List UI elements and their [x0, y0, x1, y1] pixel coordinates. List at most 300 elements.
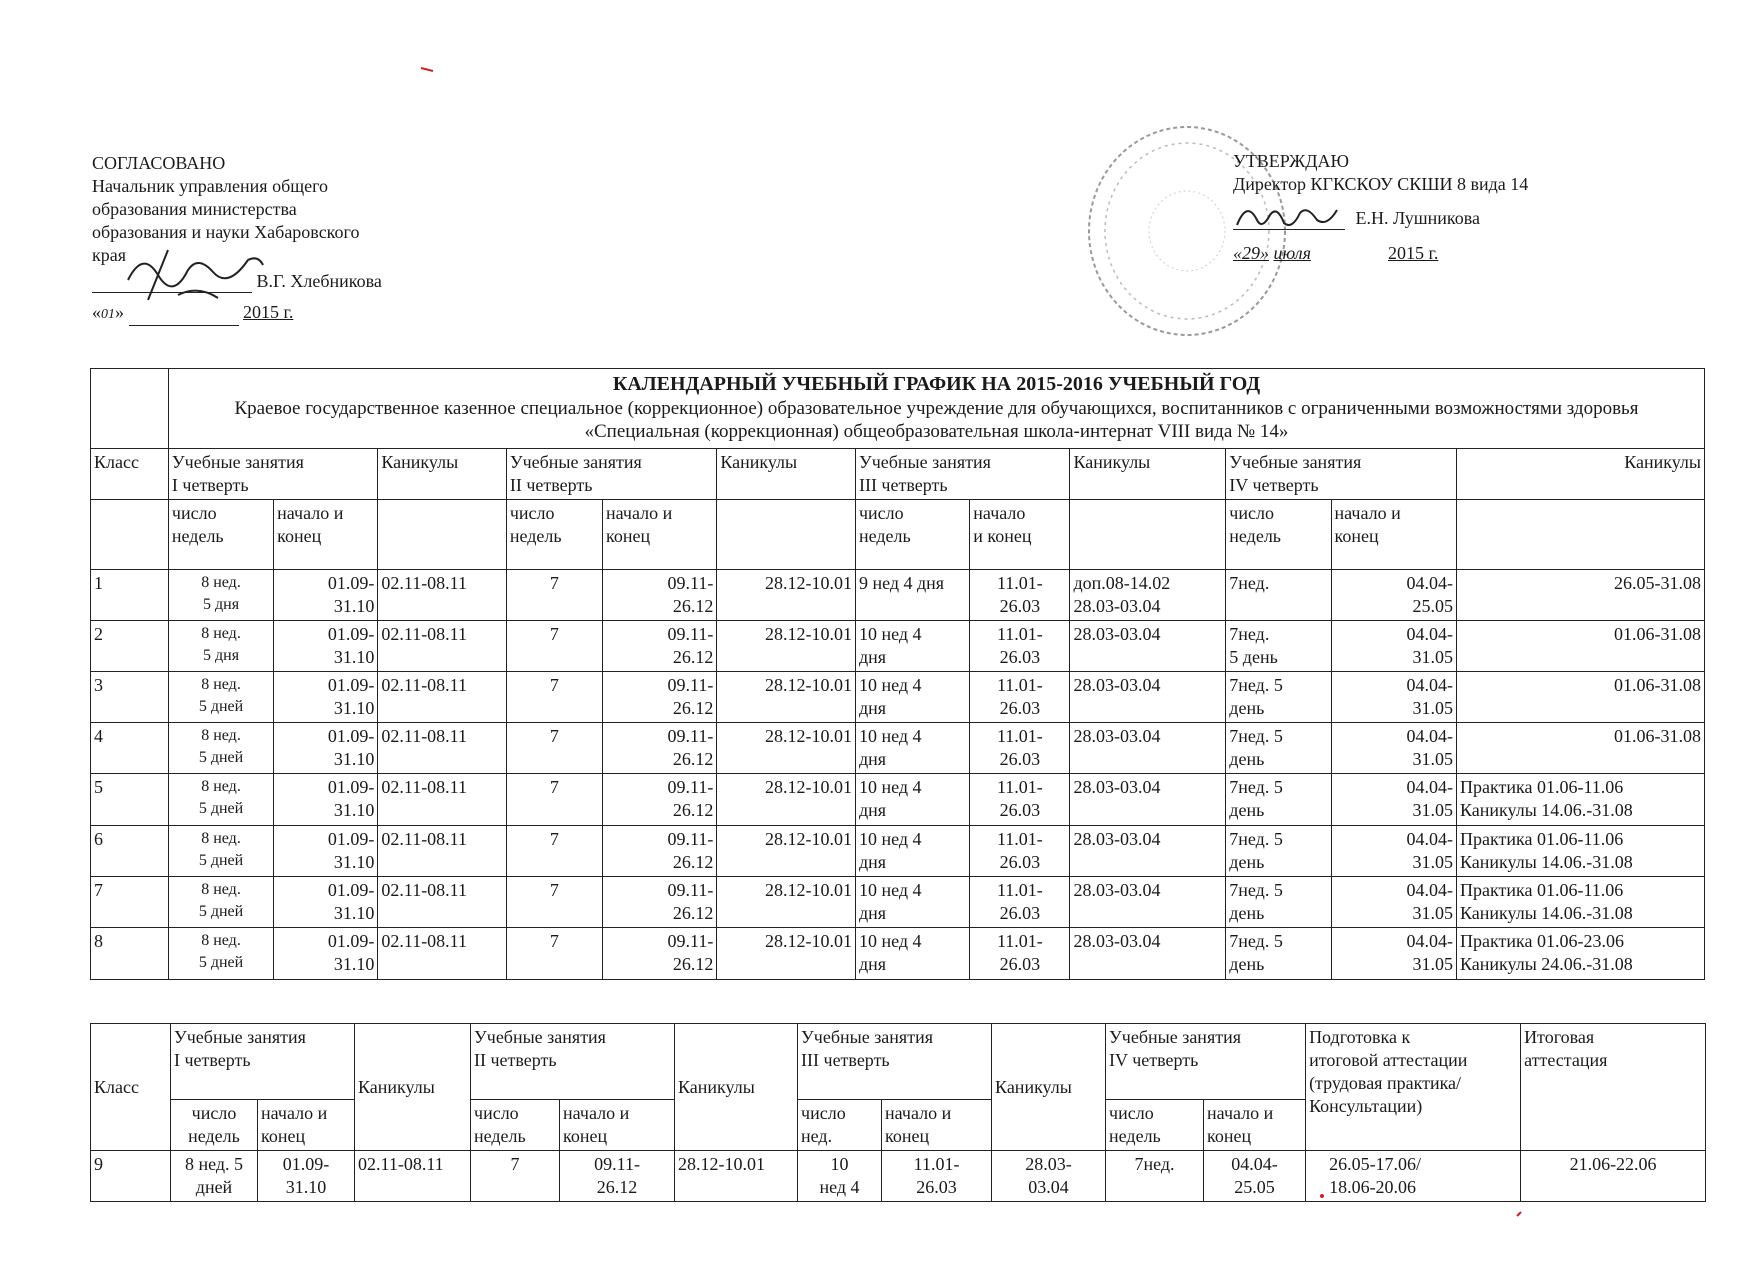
t2-header-final	[1521, 1024, 1706, 1151]
cell-q2-weeks: 7	[506, 723, 602, 774]
cell-q3-dates	[970, 672, 1070, 723]
cell-holidays-2: 28.12-10.01	[717, 774, 856, 826]
cell-text: 8 нед.	[201, 778, 241, 795]
cell-holidays-4	[1457, 621, 1705, 672]
t2-header-holidays-1: Каникулы	[355, 1024, 471, 1151]
t2-data-row	[91, 1151, 1706, 1202]
table-row	[91, 723, 1705, 774]
cell-text: 7нед. 5	[1229, 829, 1283, 849]
cell-q3-dates	[970, 621, 1070, 672]
cell-holidays-3	[1070, 928, 1226, 980]
cell-text: 01.09-	[327, 573, 375, 593]
cell-text: 7нед.	[1229, 573, 1270, 593]
approval-right-date-month: июля	[1273, 243, 1311, 263]
t2-header-q1	[171, 1024, 355, 1100]
subheader-text: конец	[1334, 526, 1379, 546]
cell-q4-dates	[1331, 723, 1456, 774]
t2-subheader-q2-dates	[560, 1100, 675, 1151]
cell-q2-dates	[602, 928, 716, 980]
t2-subheader-q4-dates	[1204, 1100, 1306, 1151]
cell-q3-dates	[970, 877, 1070, 928]
cell-q4-dates	[1331, 826, 1456, 877]
header-holidays-3: Каникулы	[1070, 449, 1226, 500]
cell-text: 01.09-	[327, 675, 375, 695]
cell-text: 31.10	[333, 954, 375, 974]
cell-holidays-1: 02.11-08.11	[378, 774, 507, 826]
cell-text: 28.03-03.04	[1073, 931, 1161, 951]
cell-q4-dates	[1331, 774, 1456, 826]
cell-holidays-3	[1070, 570, 1226, 621]
cell-q3-dates	[882, 1151, 992, 1202]
cell-text: 10 нед 4	[858, 931, 922, 951]
cell-text: 26.03	[999, 749, 1041, 769]
cell-class: 8	[91, 928, 169, 980]
cell-text: 7нед. 5	[1229, 931, 1283, 951]
cell-q1-dates	[274, 723, 378, 774]
grade9-table	[90, 1023, 1706, 1202]
header-holidays-1: Каникулы	[378, 449, 507, 500]
cell-holidays-4	[1457, 570, 1705, 621]
t2-subheader-q4-weeks	[1106, 1100, 1204, 1151]
cell-holidays-4	[1457, 826, 1705, 877]
subheader-q4-dates	[1331, 500, 1456, 570]
cell-text: 04.04-	[1406, 880, 1453, 900]
cell-q4-dates	[1204, 1151, 1306, 1202]
subheader-q3-weeks	[855, 500, 969, 570]
cell-text: 5 дней	[198, 954, 244, 971]
cell-holidays-3	[1070, 672, 1226, 723]
table-row	[91, 877, 1705, 928]
cell-text: 26.03	[999, 698, 1041, 718]
subheader-text: начало и	[277, 503, 344, 523]
subheader-text: число	[858, 503, 904, 523]
subheader-text: конец	[261, 1126, 306, 1146]
t2-header-holidays-2: Каникулы	[675, 1024, 798, 1151]
cell-text: дня	[858, 749, 887, 769]
cell-class: 2	[91, 621, 169, 672]
cell-q2-weeks: 7	[506, 570, 602, 621]
cell-q4-weeks	[1226, 826, 1331, 877]
cell-text: 01.09-	[327, 931, 375, 951]
table-row	[91, 774, 1705, 826]
header-text: I четверть	[174, 1050, 251, 1070]
header-text: III четверть	[801, 1050, 890, 1070]
subheader-text: число	[1109, 1103, 1154, 1123]
table-row	[91, 672, 1705, 723]
cell-text: 25.05	[1412, 596, 1453, 616]
cell-holidays-1: 02.11-08.11	[355, 1151, 471, 1202]
cell-q1-weeks	[168, 826, 273, 877]
cell-q1-dates	[258, 1151, 355, 1202]
cell-text: Каникулы 14.06.-31.08	[1460, 903, 1633, 923]
cell-text: 5 дней	[198, 698, 244, 715]
cell-text: 10 нед 4	[858, 624, 922, 644]
cell-q4-dates	[1331, 928, 1456, 980]
cell-q4-dates	[1331, 877, 1456, 928]
cell-text: 8 нед.	[201, 881, 241, 898]
subheader-text: число	[474, 1103, 519, 1123]
cell-text: 31.10	[333, 852, 375, 872]
approval-right-name: Е.Н. Лушникова	[1355, 208, 1480, 228]
cell-q3-weeks	[855, 570, 969, 621]
cell-text: 31.10	[333, 800, 375, 820]
cell-holidays-3	[1070, 621, 1226, 672]
subheader-text: число	[191, 1103, 237, 1123]
cell-text: 31.10	[333, 647, 375, 667]
subheader-empty	[1457, 500, 1705, 570]
cell-q3-dates	[970, 570, 1070, 621]
cell-text: 5 день	[1229, 647, 1278, 667]
table-row	[91, 826, 1705, 877]
cell-text: 01.09-	[282, 1154, 330, 1174]
subheader-empty	[378, 500, 507, 570]
header-text: (трудовая практика/	[1309, 1073, 1462, 1093]
cell-q3-weeks	[855, 877, 969, 928]
t2-header-q2	[471, 1024, 675, 1100]
cell-holidays-2: 28.12-10.01	[717, 928, 856, 980]
subheader-text: недель	[1109, 1126, 1161, 1146]
cell-text: 26.12	[672, 596, 714, 616]
cell-holidays-2: 28.12-10.01	[717, 723, 856, 774]
cell-text: доп.08-14.02	[1073, 573, 1171, 593]
cell-q1-dates	[274, 928, 378, 980]
cell-text: 10 нед 4	[858, 675, 922, 695]
cell-q2-weeks: 7	[506, 928, 602, 980]
cell-class: 6	[91, 826, 169, 877]
cell-text: 28.03-03.04	[1073, 829, 1161, 849]
cell-text: 31.05	[1412, 903, 1453, 923]
approval-left-heading: СОГЛАСОВАНО	[92, 153, 226, 173]
cell-text: 31.05	[1412, 749, 1453, 769]
cell-text: 26.03	[999, 800, 1041, 820]
cell-text: 31.05	[1412, 800, 1453, 820]
cell-class: 7	[91, 877, 169, 928]
subheader-text: нед.	[801, 1126, 833, 1146]
cell-text: 5 дней	[198, 852, 244, 869]
cell-q1-weeks	[168, 570, 273, 621]
schedule-table-body	[91, 570, 1705, 980]
cell-class: 3	[91, 672, 169, 723]
cell-q1-weeks	[168, 774, 273, 826]
cell-text: 09.11-	[667, 829, 714, 849]
cell-text: 11.01-	[996, 829, 1043, 849]
cell-q2-dates	[560, 1151, 675, 1202]
cell-text: 5 дней	[198, 903, 244, 920]
header-row	[91, 449, 1705, 500]
cell-text: 8 нед.	[201, 830, 241, 847]
cell-text: 09.11-	[667, 624, 714, 644]
cell-text: 31.05	[1412, 954, 1453, 974]
subheader-text: недель	[1229, 526, 1282, 546]
header-q1	[168, 449, 377, 500]
corner-cell	[91, 369, 169, 449]
cell-text: 31.10	[333, 903, 375, 923]
cell-final: 21.06-22.06	[1521, 1151, 1706, 1202]
cell-text: Каникулы 24.06.-31.08	[1460, 954, 1633, 974]
cell-holidays-1: 02.11-08.11	[378, 621, 507, 672]
cell-q4-weeks	[1226, 672, 1331, 723]
cell-text: 04.04-	[1406, 675, 1453, 695]
cell-q2-weeks: 7	[506, 877, 602, 928]
subheader-text: недель	[858, 526, 911, 546]
cell-q4-weeks	[1226, 723, 1331, 774]
t2-subheader-q1-dates	[258, 1100, 355, 1151]
cell-text: 04.04-	[1406, 777, 1453, 797]
cell-text: 28.03-03.04	[1073, 624, 1161, 644]
cell-q4-weeks	[1226, 621, 1331, 672]
cell-text: 26.05-31.08	[1614, 573, 1701, 593]
cell-text: Практика 01.06-11.06	[1460, 880, 1624, 900]
cell-q1-weeks	[168, 877, 273, 928]
cell-q2-weeks: 7	[471, 1151, 560, 1202]
scan-mark	[420, 66, 434, 74]
cell-q2-dates	[602, 723, 716, 774]
header-text: аттестация	[1524, 1050, 1608, 1070]
cell-holidays-1: 02.11-08.11	[378, 928, 507, 980]
cell-prep	[1306, 1151, 1521, 1202]
cell-holidays-2: 28.12-10.01	[717, 672, 856, 723]
cell-q3-weeks	[855, 928, 969, 980]
header-q3-line2: III четверть	[858, 475, 948, 495]
cell-holidays-3	[992, 1151, 1106, 1202]
header-text: Учебные занятия	[1109, 1027, 1241, 1047]
cell-text: 01.09-	[327, 624, 375, 644]
t2-header-q4	[1106, 1024, 1306, 1100]
subheader-text: число	[1229, 503, 1274, 523]
cell-text: Каникулы 14.06.-31.08	[1460, 852, 1633, 872]
cell-text: 26.03	[916, 1177, 957, 1197]
header-q1-line1: Учебные занятия	[171, 452, 304, 472]
cell-text: 31.05	[1412, 852, 1453, 872]
table-row	[91, 621, 1705, 672]
cell-q2-dates	[602, 774, 716, 826]
cell-text: 31.10	[333, 596, 375, 616]
cell-text: дня	[858, 800, 887, 820]
cell-q3-weeks	[855, 826, 969, 877]
cell-q1-weeks	[168, 621, 273, 672]
cell-text: 10 нед 4	[858, 726, 922, 746]
cell-holidays-4	[1457, 672, 1705, 723]
signature-right-graphic	[1232, 195, 1342, 240]
cell-class: 5	[91, 774, 169, 826]
cell-text: 01.06-31.08	[1614, 726, 1701, 746]
subheader-q1-weeks	[168, 500, 273, 570]
t2-header-row	[91, 1024, 1706, 1100]
cell-text: 26.03	[999, 647, 1041, 667]
approval-left-date-close: »	[115, 302, 124, 322]
subheader-text: число	[509, 503, 555, 523]
approval-left-date-open: «	[92, 302, 101, 322]
cell-q4-weeks: 7нед.	[1106, 1151, 1204, 1202]
subheader-text: число	[801, 1103, 846, 1123]
cell-text: 5 дня	[202, 596, 240, 613]
cell-text: день	[1229, 800, 1265, 820]
cell-text: 8 нед.	[201, 932, 241, 949]
cell-text: 28.03-03.04	[1073, 596, 1161, 616]
cell-q2-weeks: 7	[506, 621, 602, 672]
subheader-q3-dates	[970, 500, 1070, 570]
cell-q1-dates	[274, 672, 378, 723]
cell-holidays-1: 02.11-08.11	[378, 877, 507, 928]
subheader-text: недель	[474, 1126, 526, 1146]
cell-text: 09.11-	[667, 726, 714, 746]
cell-holidays-1: 02.11-08.11	[378, 723, 507, 774]
header-text: Учебные занятия	[801, 1027, 933, 1047]
cell-text: 5 дней	[198, 749, 244, 766]
cell-text: Практика 01.06-23.06	[1460, 931, 1624, 951]
cell-text: день	[1229, 954, 1265, 974]
cell-holidays-4	[1457, 723, 1705, 774]
title-cell	[168, 369, 1704, 449]
approval-left-line: образования министерства	[92, 199, 297, 219]
cell-text: 31.10	[285, 1177, 327, 1197]
cell-holidays-3	[1070, 774, 1226, 826]
cell-text: 26.03	[999, 954, 1041, 974]
cell-text: день	[1229, 698, 1265, 718]
subheader-text: число	[171, 503, 217, 523]
scan-mark	[1515, 1210, 1523, 1218]
subheader-empty	[91, 500, 169, 570]
header-q1-line2: I четверть	[171, 475, 249, 495]
subheader-text: начало и	[1207, 1103, 1274, 1123]
cell-holidays-4	[1457, 774, 1705, 826]
cell-text: 8 нед.	[201, 625, 241, 642]
cell-text: 01.09-	[327, 777, 375, 797]
cell-text: 26.03	[999, 596, 1041, 616]
cell-q4-weeks	[1226, 774, 1331, 826]
subheader-q2-dates	[602, 500, 716, 570]
cell-text: Практика 01.06-11.06	[1460, 777, 1624, 797]
cell-holidays-4	[1457, 928, 1705, 980]
t2-header-q3	[798, 1024, 992, 1100]
cell-text: день	[1229, 852, 1265, 872]
table-row	[91, 928, 1705, 980]
cell-text: 26.12	[596, 1177, 638, 1197]
cell-holidays-3	[1070, 826, 1226, 877]
cell-text: 01.06-31.08	[1614, 624, 1701, 644]
cell-text: 11.01-	[996, 675, 1043, 695]
approval-right-date-year: 2015 г.	[1388, 243, 1439, 263]
header-text: Учебные занятия	[174, 1027, 306, 1047]
t2-subheader-q1-weeks	[171, 1100, 258, 1151]
table-title: КАЛЕНДАРНЫЙ УЧЕБНЫЙ ГРАФИК НА 2015-2016 УЧЕБНЫЙ ГОД	[612, 373, 1261, 395]
cell-class: 9	[91, 1151, 171, 1202]
cell-text: 7нед. 5	[1229, 675, 1283, 695]
cell-text: 28.03-03.04	[1073, 880, 1161, 900]
cell-text: 09.11-	[667, 880, 714, 900]
cell-text: 04.04-	[1406, 931, 1453, 951]
cell-q4-weeks	[1226, 570, 1331, 621]
subheader-text: конец	[1207, 1126, 1252, 1146]
subheader-text: начало и	[563, 1103, 630, 1123]
table-subtitle: Краевое государственное казенное специальное (коррекционное) образовательное учреждение для обучающихся, воспитанников с ограниченными возможностями здоровья «Специальная (коррекционная) общеобразовательная школа-интернат VIII вида № 14»	[234, 398, 1639, 442]
approval-right-heading: УТВЕРЖДАЮ	[1233, 151, 1350, 171]
header-holidays-2: Каникулы	[717, 449, 856, 500]
cell-text: 09.11-	[594, 1154, 640, 1174]
cell-text: 25.05	[1234, 1177, 1275, 1197]
cell-text: 10 нед 4	[858, 880, 922, 900]
cell-text: 04.04-	[1406, 573, 1453, 593]
t2-header-holidays-3: Каникулы	[992, 1024, 1106, 1151]
header-text: итоговой аттестации	[1309, 1050, 1468, 1070]
cell-q4-dates	[1331, 621, 1456, 672]
cell-q1-weeks	[171, 1151, 258, 1202]
cell-text: 11.01-	[996, 624, 1043, 644]
subheader-text: начало и	[1334, 503, 1401, 523]
t2-subheader-q2-weeks	[471, 1100, 560, 1151]
subheader-text: недель	[509, 526, 562, 546]
cell-text: дня	[858, 698, 887, 718]
approval-left-line: Начальник управления общего	[92, 176, 329, 196]
subheader-row	[91, 500, 1705, 570]
cell-text: 11.01-	[996, 573, 1043, 593]
header-q2-line2: II четверть	[509, 475, 593, 495]
cell-q1-weeks	[168, 672, 273, 723]
cell-text: 26.12	[672, 903, 714, 923]
subheader-text: конец	[563, 1126, 608, 1146]
cell-text: 01.09-	[327, 880, 375, 900]
cell-q1-dates	[274, 826, 378, 877]
cell-holidays-2: 28.12-10.01	[717, 570, 856, 621]
cell-q2-weeks: 7	[506, 826, 602, 877]
cell-text: 8 нед.	[201, 574, 241, 591]
cell-text: 28.03-03.04	[1073, 777, 1161, 797]
cell-q3-weeks	[855, 723, 969, 774]
cell-text: 28.03-03.04	[1073, 675, 1161, 695]
cell-text: 04.04-	[1231, 1154, 1278, 1174]
cell-q2-dates	[602, 621, 716, 672]
cell-q3-dates	[970, 826, 1070, 877]
cell-q3-dates	[970, 928, 1070, 980]
header-q2-line1: Учебные занятия	[509, 452, 642, 472]
cell-class: 1	[91, 570, 169, 621]
cell-holidays-1: 02.11-08.11	[378, 826, 507, 877]
cell-q3-dates	[970, 723, 1070, 774]
cell-q3-weeks	[855, 774, 969, 826]
cell-text: 10	[830, 1154, 849, 1174]
approval-left-line: образования и науки Хабаровского	[92, 222, 360, 242]
cell-q1-dates	[274, 877, 378, 928]
approval-right-date-day: «29»	[1233, 243, 1269, 263]
cell-text: Каникулы 14.06.-31.08	[1460, 800, 1633, 820]
cell-text: 7нед. 5	[1229, 726, 1283, 746]
header-text: Учебные занятия	[474, 1027, 606, 1047]
cell-text: 04.04-	[1406, 726, 1453, 746]
cell-q4-dates	[1331, 672, 1456, 723]
subheader-empty	[1070, 500, 1226, 570]
cell-text: 5 дней	[198, 800, 244, 817]
subheader-empty	[717, 500, 856, 570]
cell-holidays-2: 28.12-10.01	[717, 826, 856, 877]
cell-text: 8 нед.	[201, 676, 241, 693]
subheader-text: и конец	[973, 526, 1032, 546]
cell-q3-weeks	[855, 672, 969, 723]
signature-left-graphic	[118, 240, 268, 315]
cell-q1-dates	[274, 621, 378, 672]
t2-header-class: Класс	[91, 1024, 171, 1151]
subheader-text: начало	[973, 503, 1026, 523]
subheader-text: конец	[885, 1126, 930, 1146]
cell-text: 28.03-03.04	[1073, 726, 1161, 746]
subheader-text: недель	[188, 1126, 240, 1146]
header-q4	[1226, 449, 1457, 500]
cell-text: 18.06-20.06	[1329, 1177, 1417, 1197]
cell-q2-dates	[602, 826, 716, 877]
cell-text: 11.01-	[996, 880, 1043, 900]
approval-left-date-year: 2015 г.	[243, 302, 294, 322]
cell-q2-dates	[602, 672, 716, 723]
cell-holidays-3	[1070, 877, 1226, 928]
